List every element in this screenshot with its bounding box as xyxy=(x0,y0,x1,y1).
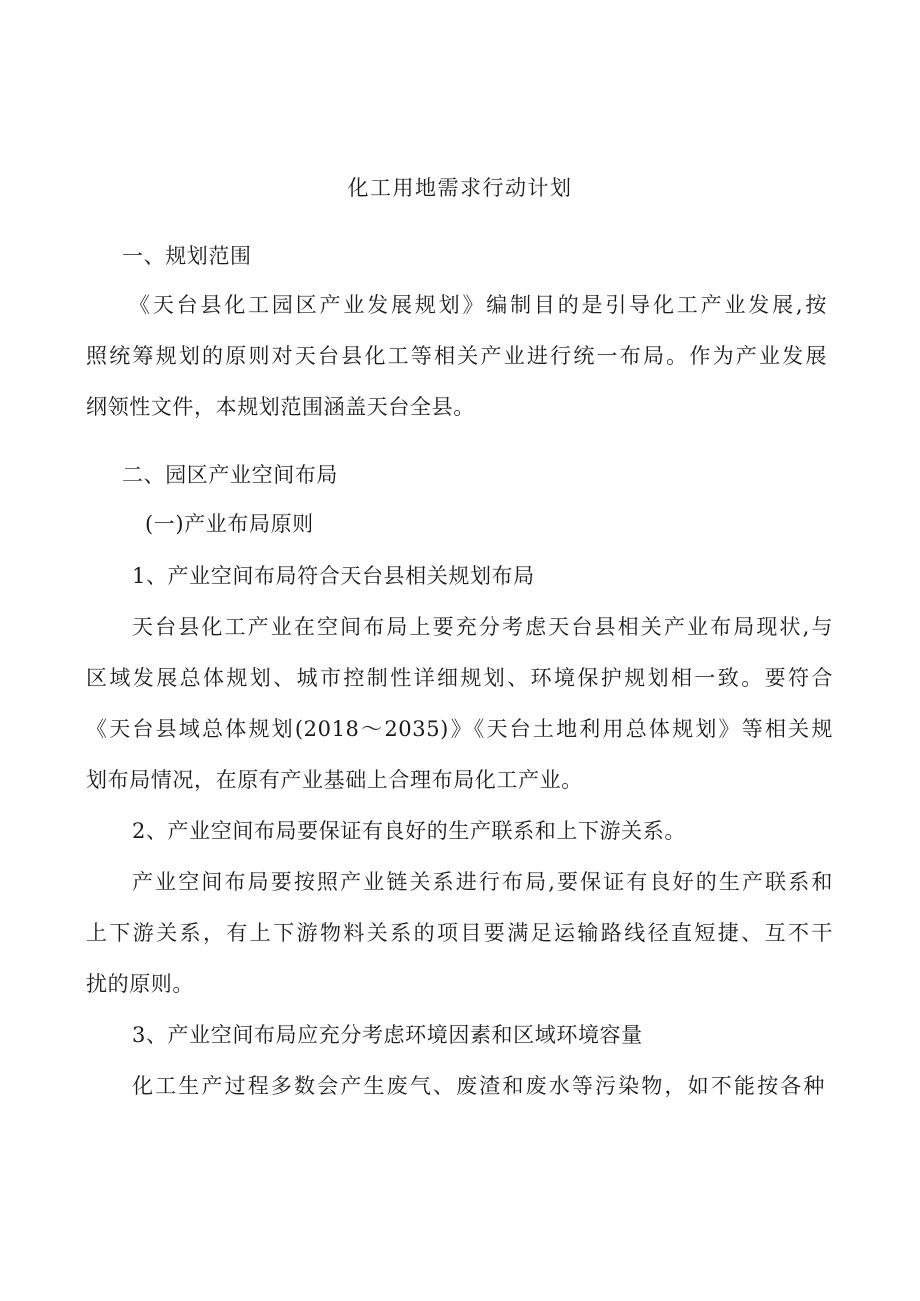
section-heading-1: 一、规划范围 xyxy=(122,244,252,268)
paragraph-line: 纲领性文件，本规划范围涵盖天台全县。 xyxy=(86,395,475,419)
document-title: 化工用地需求行动计划 xyxy=(347,176,573,200)
paragraph-line: 区域发展总体规划、城市控制性详细规划、环境保护规划相一致。要符合 xyxy=(86,666,833,690)
paragraph-line: 扰的原则。 xyxy=(86,972,194,996)
item-heading-3: 3、产业空间布局应充分考虑环境因素和区域环境容量 xyxy=(132,1023,643,1047)
subsection-heading: (一)产业布局原则 xyxy=(145,512,314,536)
section-heading-2: 二、园区产业空间布局 xyxy=(122,463,338,487)
paragraph-line: 照统筹规划的原则对天台县化工等相关产业进行统一布局。作为产业发展 xyxy=(86,344,827,368)
paragraph-line: 天台县化工产业在空间布局上要充分考虑天台县相关产业布局现状,与 xyxy=(132,615,833,639)
paragraph-line: 产业空间布局要按照产业链关系进行布局,要保证有良好的生产联系和 xyxy=(132,870,833,894)
item-heading-2: 2、产业空间布局要保证有良好的生产联系和上下游关系。 xyxy=(132,819,686,843)
paragraph-line: 化工生产过程多数会产生废气、废渣和废水等污染物，如不能按各种 xyxy=(132,1074,825,1098)
item-heading-1: 1、产业空间布局符合天台县相关规划布局 xyxy=(132,564,535,588)
paragraph-line: 上下游关系，有上下游物料关系的项目要满足运输路线径直短捷、互不干 xyxy=(86,921,833,945)
paragraph-line: 《天台县化工园区产业发展规划》编制目的是引导化工产业发展,按 xyxy=(129,293,827,317)
paragraph-line: 划布局情况，在原有产业基础上合理布局化工产业。 xyxy=(86,768,583,792)
paragraph-line: 《天台县域总体规划(2018～2035)》《天台土地利用总体规划》等相关规 xyxy=(86,717,833,741)
